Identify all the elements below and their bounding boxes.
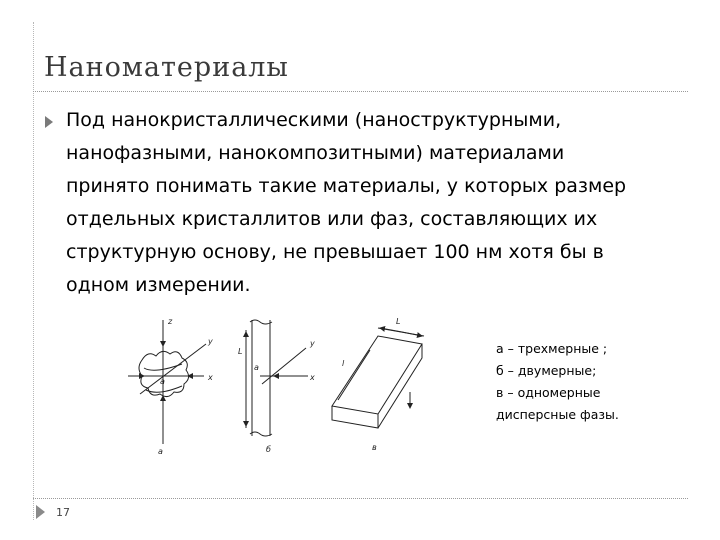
bullet-paragraph — [66, 104, 696, 302]
figure-label-L-b: L — [238, 347, 243, 356]
length-arrow-right — [402, 332, 422, 336]
bullet-line: одном измерении. — [66, 274, 251, 296]
figure-label-l-c: l — [342, 359, 345, 368]
plate-front — [378, 344, 422, 428]
film-top-break — [250, 320, 272, 324]
y-axis-b — [262, 348, 306, 384]
figure-caption-v: в — [372, 443, 377, 452]
figure-label-x: x — [208, 373, 213, 382]
film-bottom-break — [250, 432, 272, 436]
slide-title: Наноматериалы — [44, 52, 289, 83]
figure-label-y-b: y — [310, 339, 315, 348]
plate-top — [332, 336, 422, 414]
legend-line: в – одномерные — [496, 385, 601, 400]
figure-label-L-c: L — [396, 317, 401, 326]
figure-label-x-b: x — [310, 373, 315, 382]
plate-side — [332, 406, 378, 428]
figure-caption-a: а — [158, 447, 163, 456]
figure-panel-v — [332, 328, 424, 428]
footer-arrow-icon — [36, 505, 45, 519]
bullet-line: структурную основу, не превышает 100 нм хотя бы в — [66, 241, 604, 263]
legend-line: б – двумерные; — [496, 363, 597, 378]
figure-panel-b — [246, 320, 308, 436]
page-number: 17 — [56, 506, 70, 519]
bullet-line: нанофазными, нанокомпозитными) материалами — [66, 142, 565, 164]
figure-label-y: y — [208, 337, 213, 346]
figure-panel-a — [128, 320, 206, 444]
bullet-line: принято понимать такие материалы, у которых размер — [66, 175, 627, 197]
figure-label-a-inner: a — [160, 377, 165, 386]
figure-legend — [496, 338, 619, 426]
triangle-bullet-icon — [45, 116, 53, 128]
width-dim — [338, 350, 370, 400]
title-divider — [33, 91, 688, 92]
legend-line: а – трехмерные ; — [496, 341, 608, 356]
figure-label-a-b: a — [254, 363, 259, 372]
bullet-line: отдельных кристаллитов или фаз, составляющих их — [66, 208, 598, 230]
figure-caption-b: б — [266, 445, 271, 454]
legend-line: дисперсные фазы. — [496, 407, 619, 422]
footer-divider — [33, 498, 688, 499]
dispersed-phases-figure — [120, 308, 440, 466]
slide-left-border — [33, 22, 34, 520]
y-axis — [140, 344, 206, 394]
length-arrow-left — [380, 328, 402, 332]
figure-label-z: z — [168, 317, 173, 326]
bullet-line: Под нанокристаллическими (наноструктурными, — [66, 109, 562, 131]
